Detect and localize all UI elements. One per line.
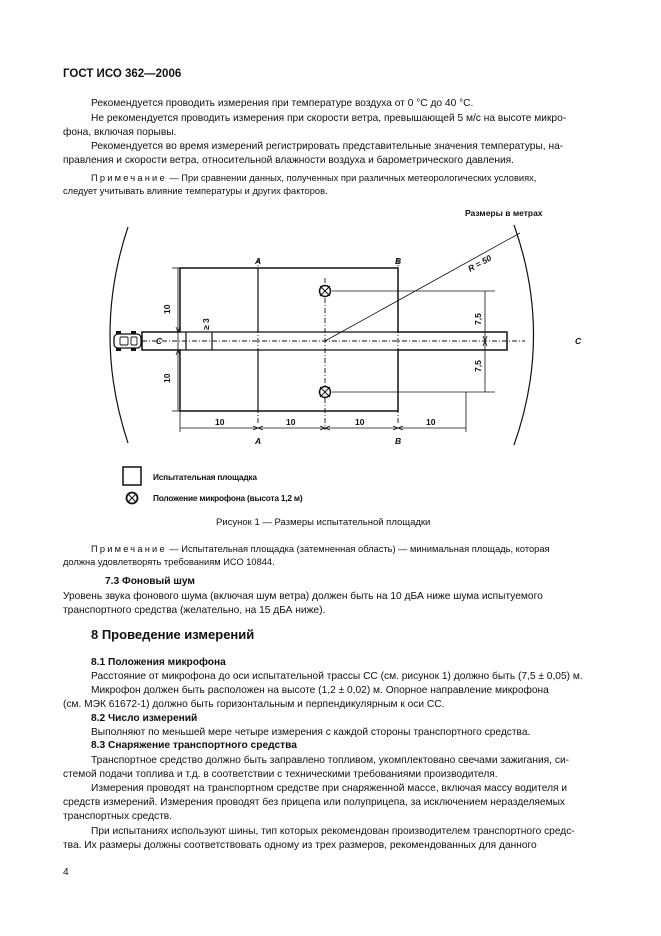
units-label: Размеры в метрах	[465, 208, 543, 218]
label-b-bottom: B	[395, 436, 402, 446]
text-line: правления и скорости ветра, относительной влажности воздуха и барометрического давления.	[63, 155, 514, 166]
legend-area-label: Испытательная площадка	[153, 472, 257, 482]
text-line: стемой подачи топлива и т.д. в соответствии с техническими требованиями производителя.	[63, 769, 498, 780]
label-a-top: A	[255, 256, 262, 266]
dim-label-10: 10	[355, 417, 365, 427]
figure-caption: Рисунок 1 — Размеры испытательной площадки	[216, 517, 431, 528]
legend-mic-label: Положение микрофона (высота 1,2 м)	[153, 493, 303, 503]
label-c-left: C	[156, 336, 163, 346]
dim-label-7-5: 7,5	[473, 313, 483, 325]
text-line: транспортного средства (желательно, на 15 дБА ниже).	[63, 605, 326, 616]
text-line: транспортных средств.	[63, 811, 173, 822]
text-line: (см. МЭК 61672-1) должно быть горизонтальным и перпендикулярным к оси СС.	[63, 699, 445, 710]
note-line: должна удовлетворять требованиям ИСО 10844.	[63, 557, 275, 567]
label-c-right: C	[575, 336, 582, 346]
text-line: тва. Их размеры должны соответствовать одному из трех размеров, рекомендованных для данного	[63, 840, 537, 851]
legend-area-swatch	[123, 467, 141, 485]
note-label: Примечание	[91, 173, 167, 183]
text-line: При испытаниях используют шины, тип которых рекомендован производителем транспортного средс-	[91, 826, 575, 837]
text-line: средств измерений. Измерения проводят без прицепа или полуприцепа, за исключением неразделяемых	[63, 797, 566, 808]
text-line: Уровень звука фонового шума (включая шум ветра) должен быть на 10 дБА ниже шума испытуемого	[63, 591, 543, 602]
section-heading-8-3: 8.3 Снаряжение транспортного средства	[91, 740, 297, 751]
text-line: Измерения проводят на транспортном средстве при снаряженной массе, включая массу водителя и	[91, 783, 568, 794]
section-heading-8-2: 8.2 Число измерений	[91, 713, 198, 724]
dim-label-10: 10	[215, 417, 225, 427]
note-text: — Испытательная площадка (затемненная область) — минимальная площадь, которая	[166, 544, 550, 554]
text-line: Не рекомендуется проводить измерения при скорости ветра, превышающей 5 м/с на высоте микро-	[91, 113, 567, 124]
document-header: ГОСТ ИСО 362—2006	[63, 68, 182, 80]
vehicle-icon	[114, 331, 141, 351]
radius-label: R = 50	[466, 252, 494, 274]
dim-label-10-vertical: 10	[162, 304, 172, 314]
note-text: — При сравнении данных, полученных при различных метеорологических условиях,	[166, 173, 537, 183]
label-b-top: B	[395, 256, 402, 266]
section-heading-8: 8 Проведение измерений	[91, 627, 255, 642]
text-line: Микрофон должен быть расположен на высоте (1,2 ± 0,02) м. Опорное направление микрофона	[91, 685, 549, 696]
radius-line	[325, 233, 520, 341]
text-line: Транспортное средство должно быть заправлено топливом, укомплектовано свечами зажигания, си-	[91, 755, 570, 766]
text-line: Рекомендуется проводить измерения при температуре воздуха от 0 °С до 40 °С.	[91, 98, 474, 109]
note-label: Примечание	[91, 544, 167, 554]
dim-label-7-5: 7,5	[473, 360, 483, 372]
microphone-position-top	[320, 286, 331, 297]
text-line: Расстояние от микрофона до оси испытательной трассы СС (см. рисунок 1) должно быть (7,5 ± 0,05) м.	[91, 671, 583, 682]
text-line: Выполняют по меньшей мере четыре измерения с каждой стороны транспортного средства.	[91, 727, 531, 738]
note-line	[91, 543, 550, 556]
section-heading-8-1: 8.1 Положения микрофона	[91, 657, 226, 668]
text-line: Рекомендуется во время измерений регистрировать представительные значения температуры, на-	[91, 141, 564, 152]
label-a-bottom: A	[255, 436, 262, 446]
right-boundary-arc	[514, 225, 534, 445]
section-heading-7-3: 7.3 Фоновый шум	[105, 576, 195, 587]
legend-microphone-icon	[127, 493, 138, 504]
note-line: следует учитывать влияние температуры и других факторов.	[63, 186, 328, 196]
dim-label-10: 10	[426, 417, 436, 427]
text-line: фона, включая порывы.	[63, 127, 177, 138]
dim-label-ge3: ≥ 3	[201, 318, 211, 330]
microphone-position-bottom	[320, 387, 331, 398]
page-number: 4	[63, 867, 69, 878]
dim-label-10: 10	[286, 417, 296, 427]
dim-label-10-vertical: 10	[162, 373, 172, 383]
